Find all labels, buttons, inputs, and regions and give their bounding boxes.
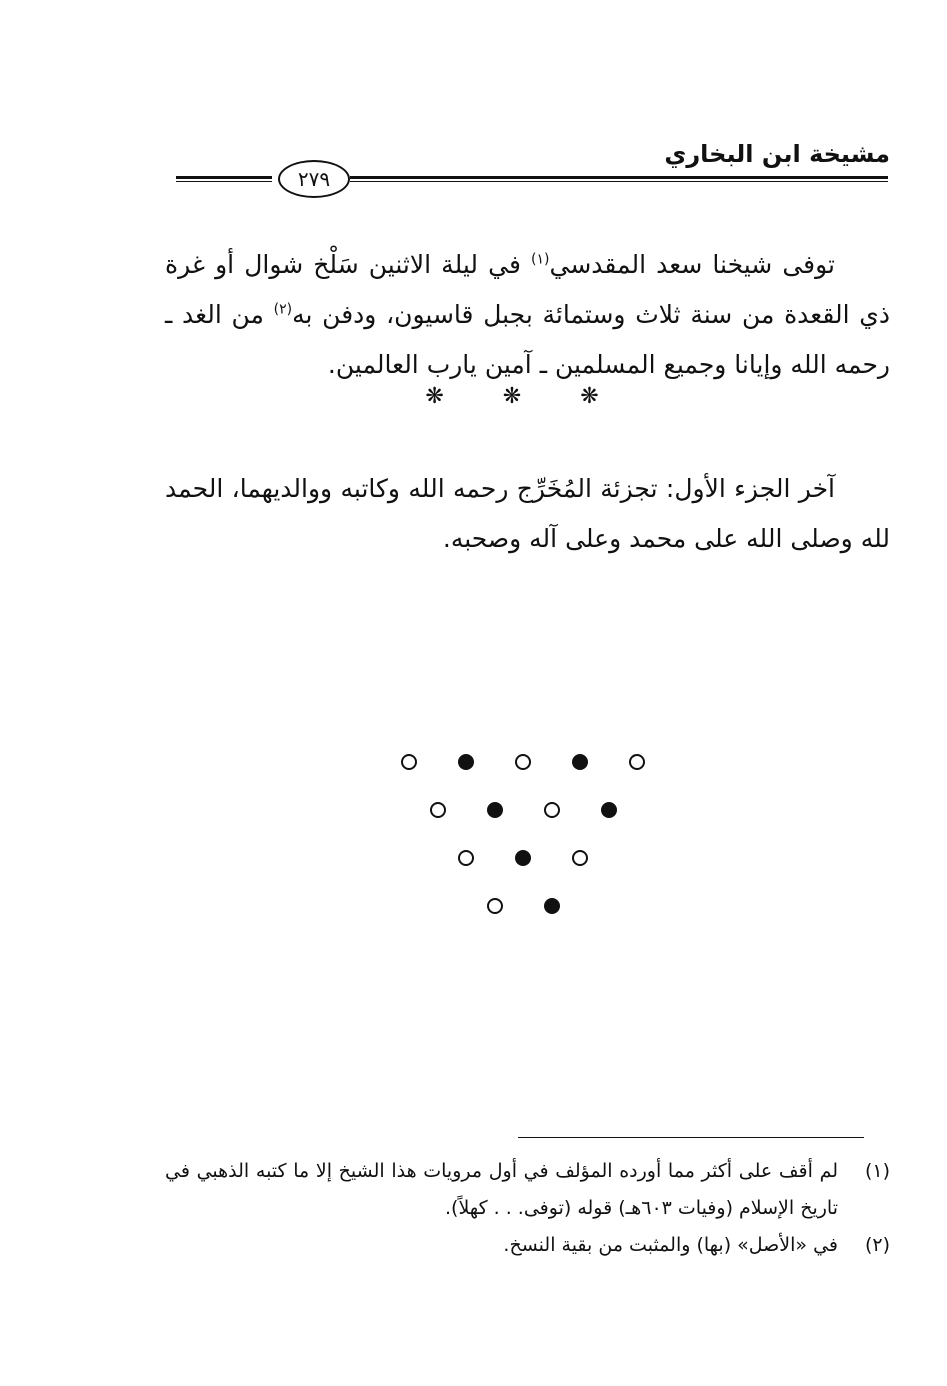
filled-dot	[487, 802, 503, 818]
header-rule	[176, 176, 272, 179]
filled-dot	[572, 754, 588, 770]
header-rule	[176, 181, 272, 182]
filled-dot	[515, 850, 531, 866]
open-dot	[544, 802, 560, 818]
open-dot	[629, 754, 645, 770]
footnote-marker-2[interactable]: (٢)	[273, 301, 293, 318]
header-rule	[350, 181, 888, 182]
footnote-1	[165, 1153, 890, 1227]
footnote-text: لم أقف على أكثر مما أورده المؤلف في أول مرويات هذا الشيخ إلا ما كتبه الذهبي في تاريخ الإسلام (وفيات ٦٠٣هـ) قوله (توفى. . . كهلاً).	[165, 1160, 838, 1219]
open-dot	[430, 802, 446, 818]
filled-dot	[544, 898, 560, 914]
footnote-marker-1[interactable]: (١)	[531, 251, 550, 268]
page-header	[170, 140, 890, 200]
book-title: مشيخة ابن البخاري	[664, 140, 890, 168]
section-separator: ❋ ❋ ❋	[425, 384, 625, 409]
filled-dot	[601, 802, 617, 818]
footnote-2	[165, 1227, 890, 1264]
open-dot	[487, 898, 503, 914]
footnote-number: (١)	[864, 1160, 890, 1182]
paragraph-death-notice	[165, 240, 890, 390]
open-dot	[401, 754, 417, 770]
filled-dot	[458, 754, 474, 770]
footnote-text: في «الأصل» (بها) والمثبت من بقية النسخ.	[503, 1234, 838, 1256]
footnote-rule	[518, 1137, 864, 1138]
paragraph-text: من الغد ـ رحمه الله وإيانا وجميع المسلمين ـ آمين يارب العالمين.	[165, 300, 890, 379]
paragraph-text: توفى شيخنا سعد المقدسي	[549, 250, 835, 279]
footnotes	[165, 1153, 890, 1264]
footnote-number: (٢)	[864, 1234, 890, 1256]
page-number: ٢٧٩	[278, 160, 350, 198]
open-dot	[458, 850, 474, 866]
open-dot	[572, 850, 588, 866]
header-rule	[350, 176, 888, 179]
paragraph-colophon	[165, 464, 890, 564]
open-dot	[515, 754, 531, 770]
paragraph-text: آخر الجزء الأول: تجزئة المُخَرِّج رحمه الله وكاتبه ووالديهما، الحمد لله وصلى الله على محمد وعلى آله وصحبه.	[165, 474, 890, 553]
paragraph-text: في ليلة الاثنين سَلْخ شوال أو غرة ذي القعدة من سنة ثلاث وستمائة بجبل قاسيون، ودفن به	[165, 250, 890, 329]
